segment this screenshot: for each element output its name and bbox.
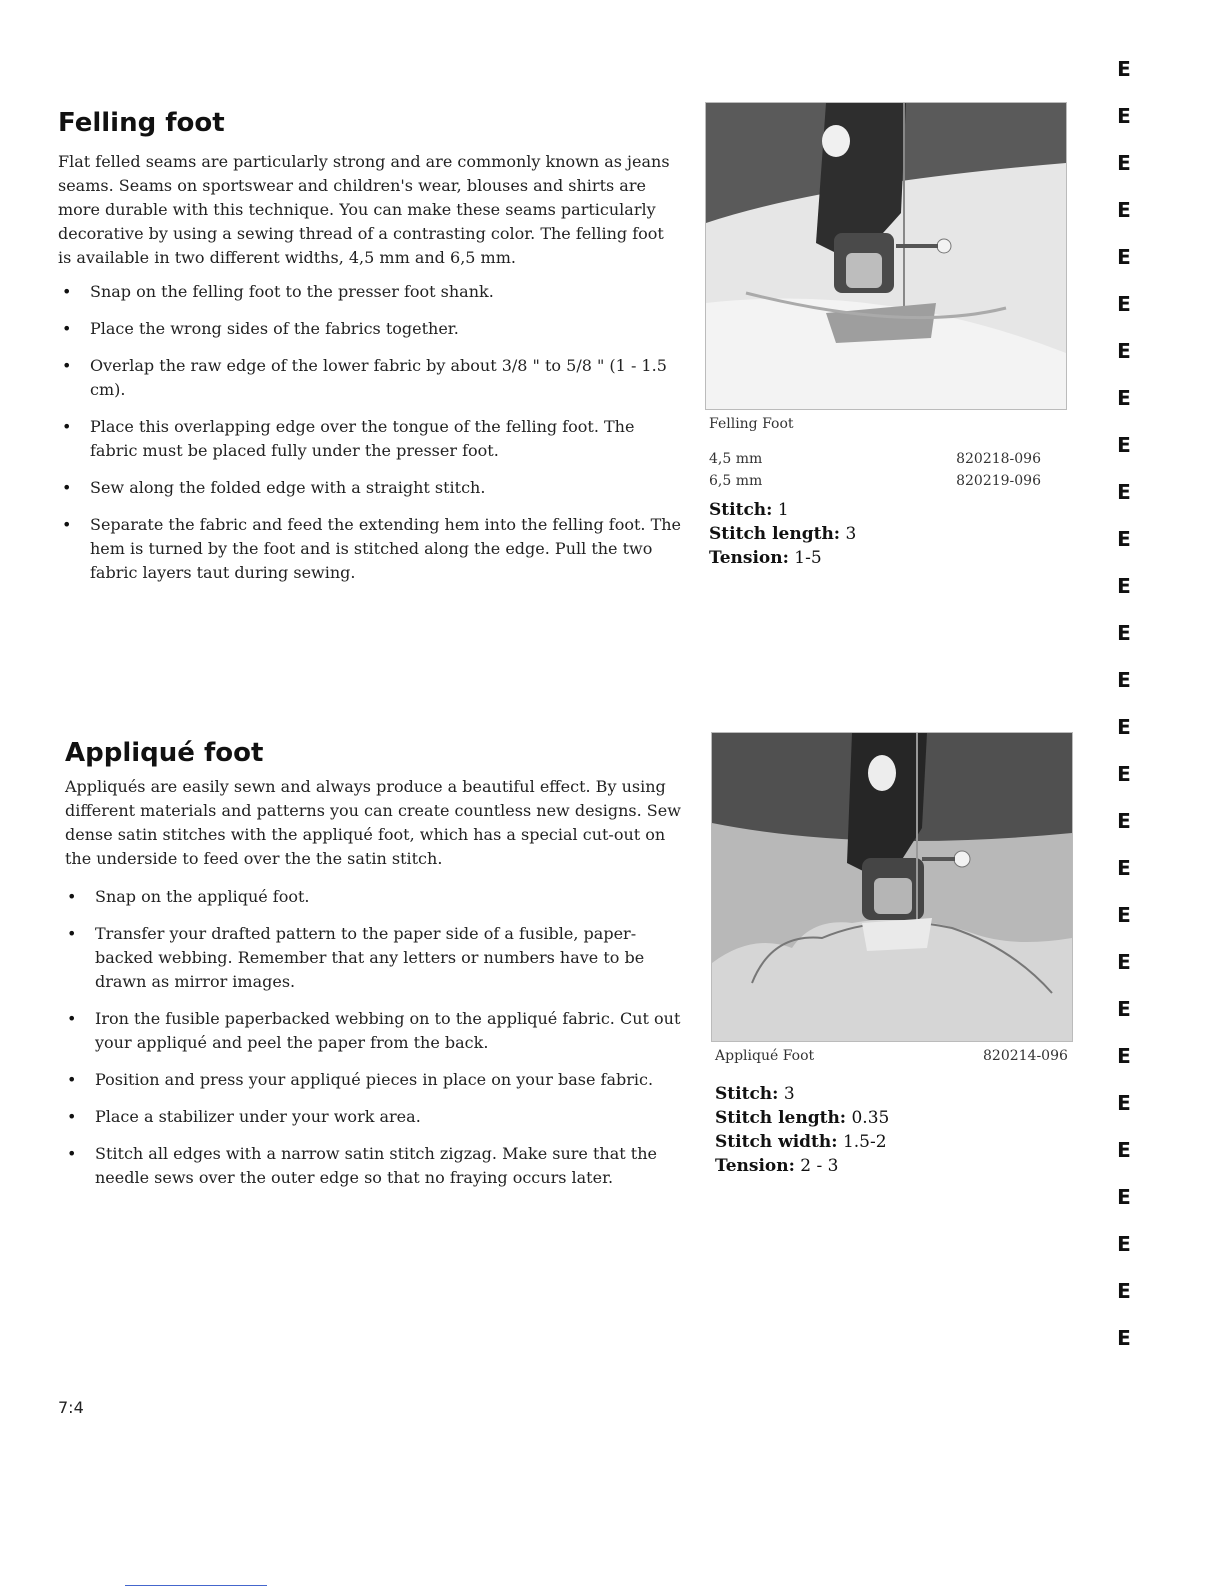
index-tab-icon: E xyxy=(1117,950,1131,974)
list-item: • Place the wrong sides of the fabrics together. xyxy=(62,317,682,341)
index-tab-icon: E xyxy=(1117,668,1131,692)
felling-steps xyxy=(62,280,682,598)
index-tab-icon: E xyxy=(1117,480,1131,504)
index-tab-icon: E xyxy=(1117,621,1131,645)
setting-row xyxy=(709,546,856,570)
index-tab-icon: E xyxy=(1117,57,1131,81)
index-tab-icon: E xyxy=(1117,997,1131,1021)
felling-intro: Flat felled seams are particularly strong and are commonly known as jeans seams. Seams on sportswear and children's wear, blouses and shirts are more durable with this technique. You can make these seams particularly decorative by using a sewing thread of a contrasting color. The felling foot is available in two different widths, 4,5 mm and 6,5 mm. xyxy=(58,152,670,267)
setting-row xyxy=(715,1154,889,1178)
setting-label: Stitch length: xyxy=(715,1108,847,1128)
setting-label: Stitch width: xyxy=(715,1132,838,1152)
part-number: 820219-096 xyxy=(956,473,1041,489)
setting-row xyxy=(709,522,856,546)
list-item: • Iron the fusible paperbacked webbing on to the appliqué fabric. Cut out your appliqué and peel the paper from the back. xyxy=(67,1007,687,1055)
list-item: • Snap on the appliqué foot. xyxy=(67,885,687,909)
setting-value: 3 xyxy=(783,1084,795,1104)
setting-label: Stitch: xyxy=(709,500,773,520)
index-tab-icon: E xyxy=(1117,715,1131,739)
setting-value: 0.35 xyxy=(851,1108,890,1128)
setting-value: 1-5 xyxy=(794,548,822,568)
part-size: 6,5 mm xyxy=(709,473,763,489)
felling-foot-photo xyxy=(705,102,1067,410)
index-tab-icon: E xyxy=(1117,762,1131,786)
applique-steps xyxy=(67,885,687,1203)
index-tab-icon: E xyxy=(1117,574,1131,598)
index-tab-icon: E xyxy=(1117,104,1131,128)
table-row xyxy=(709,448,1041,470)
list-item: • Overlap the raw edge of the lower fabric by about 3/8 " to 5/8 " (1 - 1.5 cm). xyxy=(62,354,682,402)
setting-label: Tension: xyxy=(715,1156,795,1176)
setting-value: 2 - 3 xyxy=(800,1156,839,1176)
index-tab-icon: E xyxy=(1117,245,1131,269)
felling-parts-table xyxy=(709,448,1041,492)
applique-foot-photo xyxy=(711,732,1073,1042)
list-item: • Place this overlapping edge over the tongue of the felling foot. The fabric must be placed fully under the presser foot. xyxy=(62,415,682,463)
index-tab-icon: E xyxy=(1117,1091,1131,1115)
felling-title: Felling foot xyxy=(58,108,225,138)
applique-title: Appliqué foot xyxy=(65,738,264,768)
index-tab-icon: E xyxy=(1117,903,1131,927)
index-tab-icon: E xyxy=(1117,1326,1131,1350)
index-tab-icon: E xyxy=(1117,809,1131,833)
setting-label: Tension: xyxy=(709,548,789,568)
part-number: 820218-096 xyxy=(956,451,1041,467)
part-size: 4,5 mm xyxy=(709,451,763,467)
applique-settings xyxy=(715,1082,889,1178)
list-item: • Snap on the felling foot to the presser foot shank. xyxy=(62,280,682,304)
index-tab-icon: E xyxy=(1117,1232,1131,1256)
felling-settings xyxy=(709,498,856,570)
felling-caption: Felling Foot xyxy=(709,416,794,432)
setting-row xyxy=(715,1106,889,1130)
list-item: • Separate the fabric and feed the extending hem into the felling foot. The hem is turned by the foot and is stitched along the edge. Pull the two fabric layers taut during sewing. xyxy=(62,513,682,585)
index-tabs xyxy=(1115,55,1141,1371)
applique-intro: Appliqués are easily sewn and always produce a beautiful effect. By using different materials and patterns you can create countless new designs. Sew dense satin stitches with the appliqué foot, which has a special cut-out on the underside to feed over the the satin stitch. xyxy=(65,777,681,868)
index-tab-icon: E xyxy=(1117,386,1131,410)
list-item: • Stitch all edges with a narrow satin stitch zigzag. Make sure that the needle sews over the outer edge so that no fraying occurs later. xyxy=(67,1142,687,1190)
index-tab-icon: E xyxy=(1117,527,1131,551)
list-item: • Transfer your drafted pattern to the paper side of a fusible, paper-backed webbing. Remember that any letters or numbers have to be drawn as mirror images. xyxy=(67,922,687,994)
setting-value: 3 xyxy=(845,524,857,544)
setting-row xyxy=(715,1082,889,1106)
list-item: • Position and press your appliqué pieces in place on your base fabric. xyxy=(67,1068,687,1092)
index-tab-icon: E xyxy=(1117,1138,1131,1162)
setting-value: 1 xyxy=(777,500,789,520)
setting-row xyxy=(715,1130,889,1154)
index-tab-icon: E xyxy=(1117,1279,1131,1303)
index-tab-icon: E xyxy=(1117,198,1131,222)
setting-value: 1.5-2 xyxy=(842,1132,887,1152)
index-tab-icon: E xyxy=(1117,433,1131,457)
index-tab-icon: E xyxy=(1117,151,1131,175)
setting-row xyxy=(709,498,856,522)
setting-label: Stitch: xyxy=(715,1084,779,1104)
list-item: • Sew along the folded edge with a straight stitch. xyxy=(62,476,682,500)
index-tab-icon: E xyxy=(1117,339,1131,363)
table-row xyxy=(709,470,1041,492)
applique-caption: Appliqué Foot xyxy=(715,1048,815,1064)
index-tab-icon: E xyxy=(1117,292,1131,316)
index-tab-icon: E xyxy=(1117,856,1131,880)
index-tab-icon: E xyxy=(1117,1044,1131,1068)
index-tab-icon: E xyxy=(1117,1185,1131,1209)
setting-label: Stitch length: xyxy=(709,524,841,544)
list-item: • Place a stabilizer under your work area. xyxy=(67,1105,687,1129)
page-number: 7:4 xyxy=(58,1398,84,1417)
applique-part-number: 820214-096 xyxy=(983,1048,1068,1064)
